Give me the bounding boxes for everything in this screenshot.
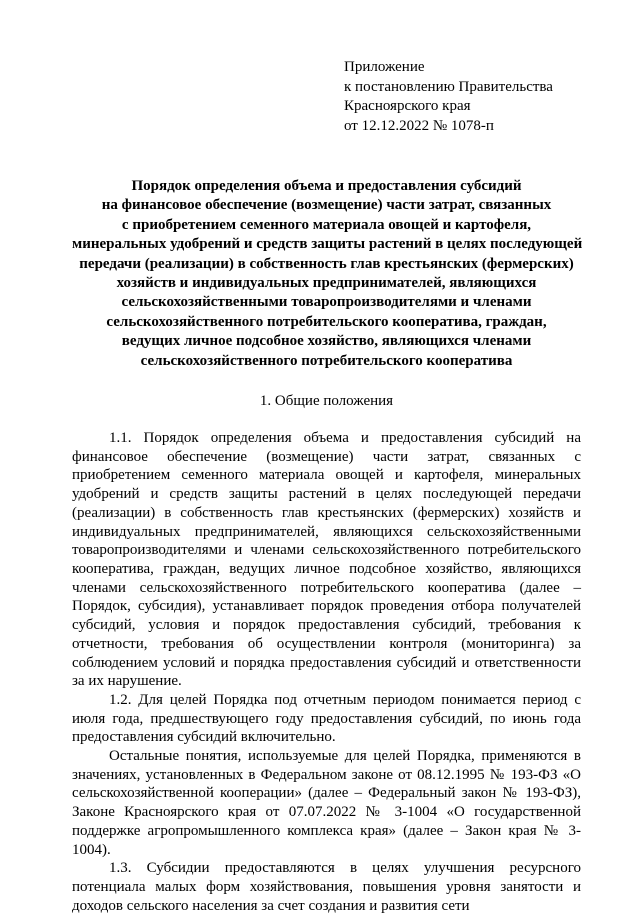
title-line: передачи (реализации) в собственность глав крестьянских (фермерских) xyxy=(79,255,574,272)
title-line: Порядок определения объема и предоставления субсидий xyxy=(131,178,522,194)
attachment-note xyxy=(344,58,581,136)
attachment-line: Красноярского края xyxy=(344,98,471,114)
title-line: с приобретением семенного материала овощей и картофеля, xyxy=(121,216,532,233)
title-line: на финансовое обеспечение (возмещение) части затрат, связанных xyxy=(101,197,552,214)
attachment-line: к постановлению Правительства xyxy=(344,78,553,95)
title-line: минеральных удобрений и средств защиты растений в целях последующей xyxy=(72,236,583,253)
paragraph-definitions: Остальные понятия, используемые для целей Порядка, применяются в значениях, установленных в Федеральном законе от 08.12.1995 № 193-ФЗ «О сельскохозяйственной кооперации» (далее – Федеральный закон № 193-ФЗ), Законе Красноярского края от 07.07.2022 № 3-1004 «О государственной поддержке агропромышленного комплекса края» (далее – Закон края № 3-1004). xyxy=(72,748,581,858)
attachment-line: Приложение xyxy=(344,59,425,75)
title-line: сельскохозяйственного потребительского кооператива, граждан, xyxy=(106,313,547,330)
title-line: хозяйств и индивидуальных предпринимателей, являющихся xyxy=(116,275,537,292)
section-heading: 1. Общие положения xyxy=(259,393,394,410)
document-title xyxy=(72,177,581,371)
title-line: сельскохозяйственными товаропроизводителями и членами xyxy=(121,294,532,311)
paragraph-1-3: 1.3. Субсидии предоставляются в целях улучшения ресурсного потенциала малых форм хозяйствования, повышения уровня занятости и доходов сельского населения за счет создания и развития сети xyxy=(72,860,581,914)
paragraph-1-2: 1.2. Для целей Порядка под отчетным периодом понимается период с июля года, предшествующего году предоставления субсидий, по июнь года предоставления субсидий включительно. xyxy=(72,691,581,746)
title-line: ведущих личное подсобное хозяйство, являющихся членами xyxy=(121,333,532,350)
title-line: сельскохозяйственного потребительского кооператива xyxy=(140,352,513,369)
attachment-line: от 12.12.2022 № 1078-п xyxy=(344,117,494,134)
paragraph-1-1: 1.1. Порядок определения объема и предоставления субсидий на финансовое обеспечение (возмещение) части затрат, связанных с приобретением семенного материала овощей и картофеля, минеральных удобрений и средств защиты растений в целях последующей передачи (реализации) в собственность глав крестьянских (фермерских) хозяйств и индивидуальных предпринимателей, являющихся сельскохозяйственными товаропроизводителями и членами сельскохозяйственного потребительского кооператива, граждан, ведущих личное подсобное хозяйство, являющихся членами сельскохозяйственного потребительского кооператива (далее – Порядок, субсидия), устанавливает порядок проведения отбора получателей субсидий, условия и порядок предоставления субсидий, требования к отчетности, требования об осуществлении контроля (мониторинга) за соблюдением условий и порядка предоставления субсидий и ответственности за их нарушение. xyxy=(72,430,581,690)
